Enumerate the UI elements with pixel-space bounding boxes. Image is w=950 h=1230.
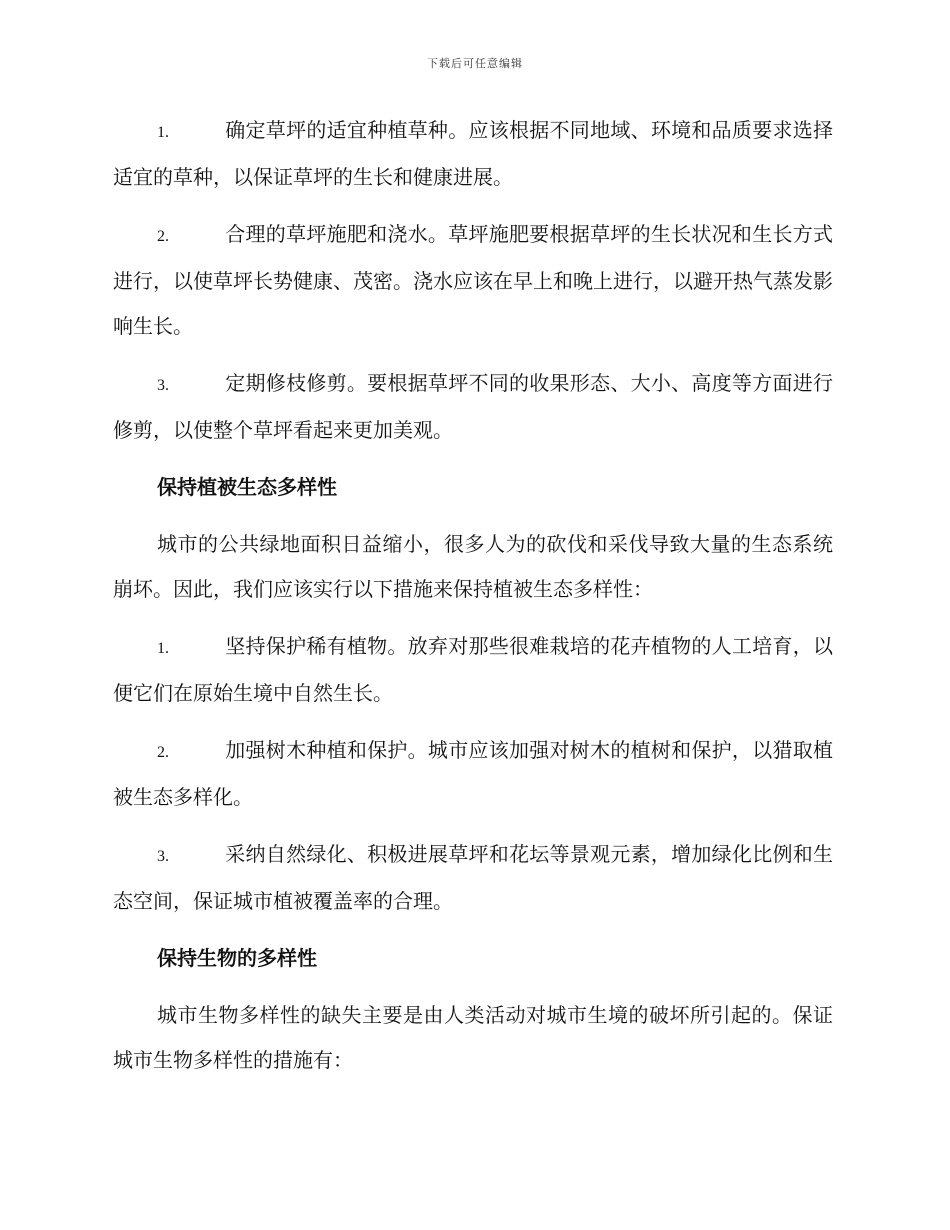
list-item [113, 212, 833, 349]
paragraph: 城市生物多样性的缺失主要是由人类活动对城市生境的破坏所引起的。保证城市生物多样性的措施有： [113, 1003, 833, 1072]
list-item [113, 361, 833, 453]
list-item [113, 624, 833, 716]
list-number: 3. [157, 848, 169, 865]
list-item-text: 坚持保护稀有植物。放弃对那些很难栽培的花卉植物的人工培育，以便它们在原始生境中自然生长。 [113, 634, 833, 705]
list-item [113, 728, 833, 820]
list-item [113, 108, 833, 200]
list-item [113, 832, 833, 924]
paragraph: 城市的公共绿地面积日益缩小，很多人为的砍伐和采伐导致大量的生态系统崩坏。因此，我们应该实行以下措施来保持植被生态多样性： [113, 532, 833, 601]
section-heading: 保持植被生态多样性 [157, 475, 337, 499]
list-number: 3. [157, 377, 169, 394]
list-item-text: 确定草坪的适宜种植草种。应该根据不同地域、环境和品质要求选择适宜的草种，以保证草坪的生长和健康进展。 [113, 118, 833, 189]
list-item-text: 加强树木种植和保护。城市应该加强对树木的植树和保护，以猎取植被生态多样化。 [113, 738, 833, 809]
document-body [113, 108, 833, 1095]
list-item-text: 合理的草坪施肥和浇水。草坪施肥要根据草坪的生长状况和生长方式进行，以使草坪长势健康、茂密。浇水应该在早上和晚上进行，以避开热气蒸发影响生长。 [113, 222, 833, 338]
list-number: 2. [157, 228, 169, 245]
page-header: 下载后可任意编辑 [427, 57, 523, 70]
section-heading: 保持生物的多样性 [157, 946, 317, 970]
list-number: 1. [157, 640, 169, 657]
list-number: 2. [157, 744, 169, 761]
list-item-text: 采纳自然绿化、积极进展草坪和花坛等景观元素，增加绿化比例和生态空间，保证城市植被覆盖率的合理。 [113, 842, 833, 913]
list-item-text: 定期修枝修剪。要根据草坪不同的收果形态、大小、高度等方面进行修剪，以使整个草坪看起来更加美观。 [113, 371, 833, 442]
list-number: 1. [157, 124, 169, 141]
